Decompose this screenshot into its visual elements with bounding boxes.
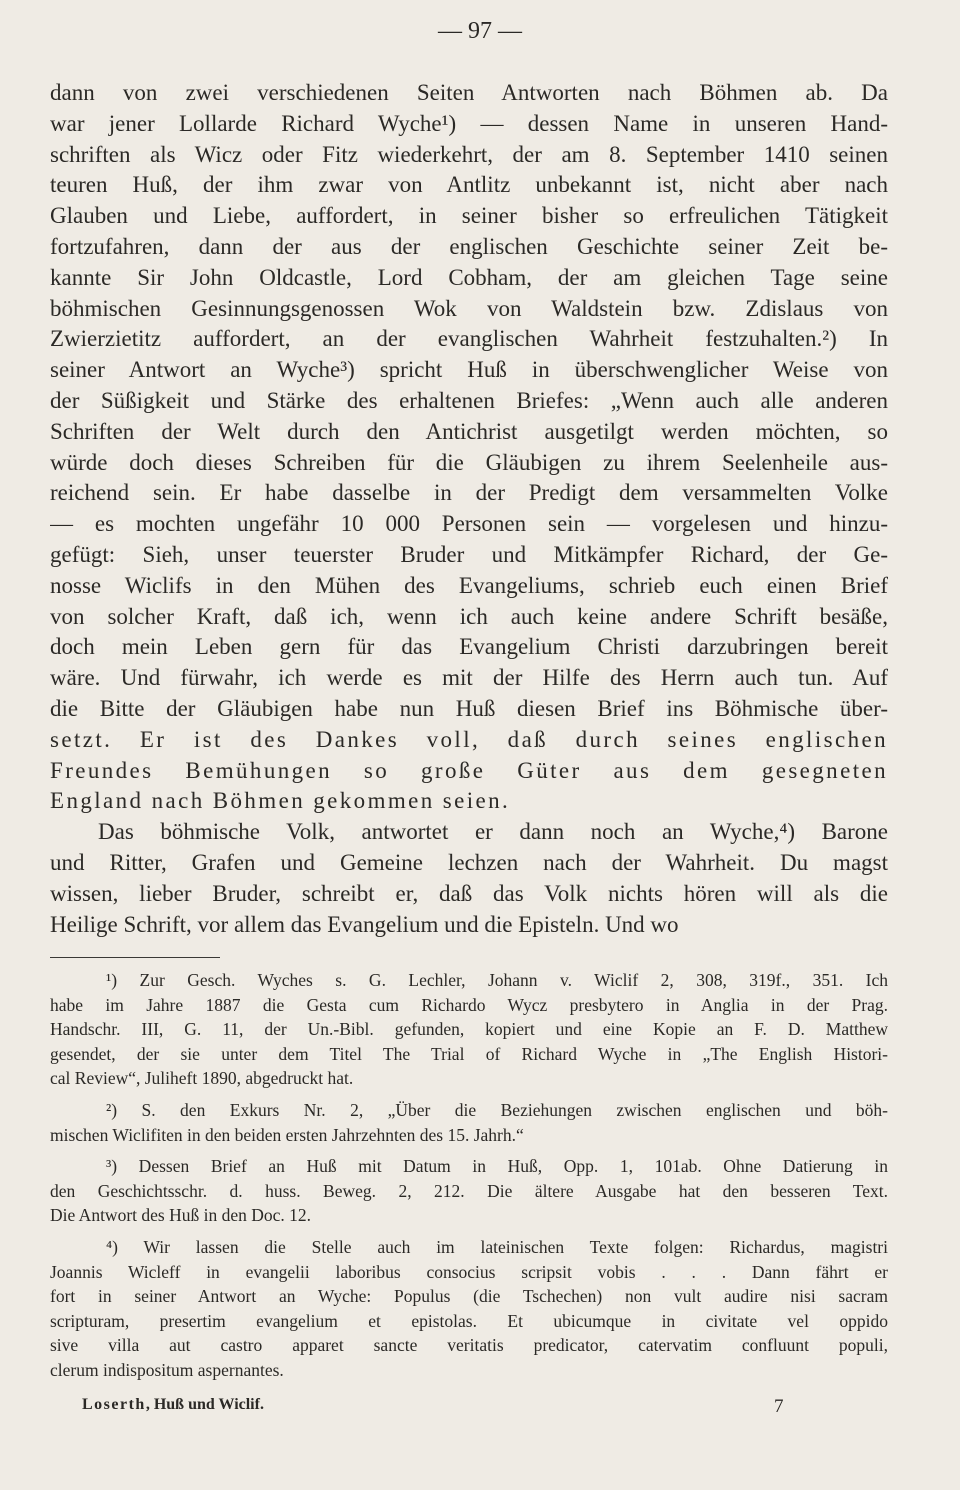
- footnote-2: [50, 1098, 888, 1147]
- sheet-number: 7: [774, 1396, 784, 1417]
- footer-title: , Huß und Wiclif.: [145, 1396, 264, 1413]
- footnote-1: [50, 968, 888, 1091]
- main-text: [50, 78, 888, 940]
- footnote-line: Joannis Wicleff in evangelii laboribus consocius scripsit vobis . . . Dann fährt er: [50, 1261, 888, 1282]
- body-line: dann von zwei verschiedenen Seiten Antworten nach Böhmen ab. Da: [50, 80, 888, 105]
- footer-author: Loserth: [82, 1396, 146, 1413]
- page-number: — 97 —: [438, 18, 522, 44]
- body-line: und Ritter, Grafen und Gemeine lechzen nach der Wahrheit. Du magst: [50, 849, 888, 875]
- body-line: setzt. Er ist des Dankes voll, daß durch seines englischen: [50, 726, 888, 752]
- body-line: Das böhmische Volk, antwortet er dann noch an Wyche,⁴) Barone: [98, 819, 888, 845]
- footnote-4: [50, 1235, 888, 1383]
- footnote-line: habe im Jahre 1887 die Gesta cum Richardo Wycz presbytero in Anglia in der Prag.: [50, 994, 888, 1015]
- body-line: gefügt: Sieh, unser teuerster Bruder und Mitkämpfer Richard, der Ge-: [50, 541, 888, 567]
- body-line: kannte Sir John Oldcastle, Lord Cobham, der am gleichen Tage seine: [50, 264, 888, 290]
- body-line: seiner Antwort an Wyche³) spricht Huß in überschwenglicher Weise von: [50, 357, 888, 383]
- footnotes: [50, 968, 888, 1390]
- body-line: der Süßigkeit und Stärke des erhaltenen Briefes: „Wenn auch alle anderen: [50, 387, 888, 413]
- footnote-line: Handschr. III, G. 11, der Un.-Bibl. gefunden, kopiert und eine Kopie an F. D. Matthew: [50, 1019, 888, 1040]
- page-footer: [82, 1396, 802, 1417]
- footnote-line: ³) Dessen Brief an Huß mit Datum in Huß, Opp. 1, 101ab. Ohne Datierung in: [106, 1156, 888, 1177]
- footnote-line: Die Antwort des Huß in den Doc. 12.: [50, 1205, 312, 1226]
- body-line: Zwierzietitz auffordert, an der evanglischen Wahrheit festzuhalten.²) In: [50, 326, 888, 352]
- footnote-line: sive villa aut castro apparet sancte veritatis predicator, catervatim confluunt populi,: [50, 1335, 888, 1356]
- body-line: die Bitte der Gläubigen habe nun Huß diesen Brief ins Böhmische über-: [50, 695, 888, 721]
- body-line: teuren Huß, der ihm zwar von Antlitz unbekannt ist, nicht aber nach: [50, 172, 888, 198]
- body-line: von solcher Kraft, daß ich, wenn ich auch keine andere Schrift besäße,: [50, 603, 888, 629]
- footnote-line: cal Review“, Juliheft 1890, abgedruckt hat.: [50, 1068, 354, 1089]
- body-line: doch mein Leben gern für das Evangelium Christi darzubringen bereit: [50, 634, 888, 660]
- body-line: fortzufahren, dann der aus der englischen Geschichte seiner Zeit be-: [50, 233, 888, 259]
- body-line: reichend sein. Er habe dasselbe in der Predigt dem versammelten Volke: [50, 480, 888, 506]
- footnote-line: ²) S. den Exkurs Nr. 2, „Über die Beziehungen zwischen englischen und böh-: [106, 1099, 888, 1120]
- body-line: Heilige Schrift, vor allem das Evangelium und die Episteln. Und wo: [50, 911, 679, 937]
- body-line: wissen, lieber Bruder, schreibt er, daß das Volk nichts hören will als die: [50, 880, 888, 906]
- footnote-line: mischen Wiclifiten in den beiden ersten Jahrzehnten des 15. Jahrh.“: [50, 1124, 524, 1145]
- body-line: schriften als Wicz oder Fitz wiederkehrt, der am 8. September 1410 seinen: [50, 141, 888, 167]
- body-line: Glauben und Liebe, auffordert, in seiner bisher so erfreulichen Tätigkeit: [50, 203, 888, 229]
- footnote-line: clerum indispositum aspernantes.: [50, 1359, 284, 1380]
- footnote-line: ⁴) Wir lassen die Stelle auch im lateinischen Texte folgen: Richardus, magistri: [106, 1236, 888, 1257]
- footnote-line: den Geschichtsschr. d. huss. Beweg. 2, 212. Die ältere Ausgabe hat den besseren Text.: [50, 1180, 888, 1201]
- body-line: würde doch dieses Schreiben für die Gläubigen zu ihrem Seelenheile aus-: [50, 449, 888, 475]
- footnote-line: fort in seiner Antwort an Wyche: Populus (die Tschechen) non vult audire nisi sacram: [50, 1286, 888, 1307]
- body-line: nosse Wiclifs in den Mühen des Evangeliums, schrieb euch einen Brief: [50, 572, 888, 598]
- body-line: Schriften der Welt durch den Antichrist ausgetilgt werden möchten, so: [50, 418, 888, 444]
- footnote-line: scripturam, presertim evangelium et epistolas. Et ubicumque in civitate vel oppido: [50, 1310, 888, 1331]
- footnote-separator: [50, 957, 220, 958]
- body-line: England nach Böhmen gekommen seien.: [50, 788, 511, 814]
- body-line: — es mochten ungefähr 10 000 Personen sein — vorgelesen und hinzu-: [50, 511, 888, 537]
- body-line: Freundes Bemühungen so große Güter aus dem gesegneten: [50, 757, 888, 783]
- body-line: war jener Lollarde Richard Wyche¹) — dessen Name in unseren Hand-: [50, 110, 888, 136]
- footnote-3: [50, 1154, 888, 1228]
- body-line: böhmischen Gesinnungsgenossen Wok von Waldstein bzw. Zdislaus von: [50, 295, 888, 321]
- footnote-line: ¹) Zur Gesch. Wyches s. G. Lechler, Johann v. Wiclif 2, 308, 319f., 351. Ich: [106, 970, 888, 990]
- footnote-line: gesendet, der sie unter dem Titel The Trial of Richard Wyche in „The English Histori-: [50, 1043, 888, 1064]
- body-line: wäre. Und fürwahr, ich werde es mit der Hilfe des Herrn auch tun. Auf: [50, 665, 888, 691]
